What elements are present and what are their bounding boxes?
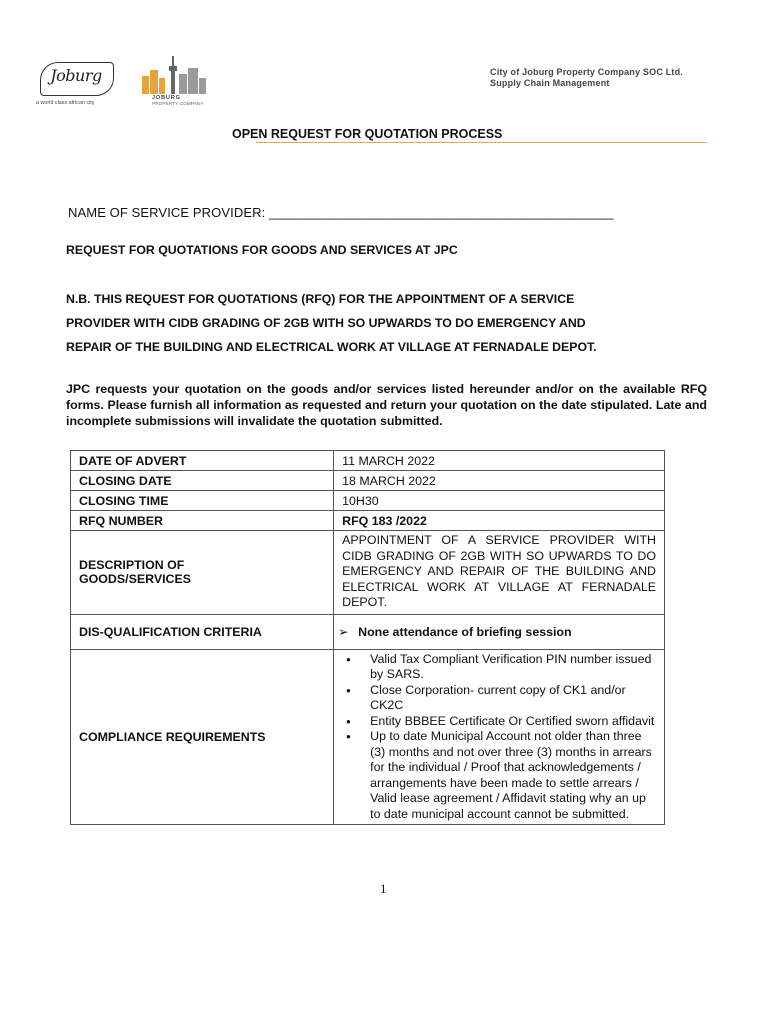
joburg-tagline: a world class african city: [36, 100, 95, 106]
closing-date-value: 18 MARCH 2022: [334, 471, 665, 491]
intro-paragraph: JPC requests your quotation on the goods and/or services listed hereunder and/or on the available RFQ forms. Please furnish all information as requested and return your quotation on the date stipulated. Late and incomplete submissions will invalidate the quotation submitted.: [66, 382, 707, 428]
closing-date-label: CLOSING DATE: [71, 471, 334, 491]
joburg-logo-word: Joburg: [50, 66, 102, 85]
list-item: • Up to date Municipal Account not older than three (3) months and not over three (3) months in arrears for the individual / Proof that acknowledgements / arrangements have been made to settle arrears / Valid lease agreement / Affidavit stating why an up to date municipal account cannot be submitted.: [334, 729, 656, 822]
nb-line-1: N.B. THIS REQUEST FOR QUOTATIONS (RFQ) FOR THE APPOINTMENT OF A SERVICE: [66, 292, 575, 306]
closing-time-value: 10H30: [334, 491, 665, 511]
rfq-number-value: RFQ 183 /2022: [334, 511, 665, 531]
nb-line-2: PROVIDER WITH CIDB GRADING OF 2GB WITH SO UPWARDS TO DO EMERGENCY AND: [66, 316, 586, 330]
disqualification-label: DIS-QUALIFICATION CRITERIA: [71, 614, 334, 649]
description-label: [71, 531, 334, 615]
closing-time-label: CLOSING TIME: [71, 491, 334, 511]
disqualification-value-cell: [334, 614, 665, 649]
compliance-label: COMPLIANCE REQUIREMENTS: [71, 649, 334, 825]
table-row: [71, 511, 665, 531]
nb-line-3: REPAIR OF THE BUILDING AND ELECTRICAL WORK AT VILLAGE AT FERNADALE DEPOT.: [66, 340, 597, 354]
company-name: City of Joburg Property Company SOC Ltd.: [490, 67, 684, 77]
service-provider-line: NAME OF SERVICE PROVIDER: _______________________________________________: [68, 205, 614, 220]
table-row: [71, 471, 665, 491]
page-number: 1: [380, 881, 387, 896]
jpc-logo: [140, 54, 214, 110]
jpc-skyline-icon: [140, 54, 214, 94]
rfq-number-label: RFQ NUMBER: [71, 511, 334, 531]
company-department: Supply Chain Management: [490, 78, 610, 88]
list-item: • Valid Tax Compliant Verification PIN number issued by SARS.: [334, 652, 656, 683]
date-of-advert-label: DATE OF ADVERT: [71, 451, 334, 471]
arrow-bullet-icon: ➢: [338, 625, 349, 639]
nb-notice: [66, 287, 706, 359]
jpc-logo-subtext: PROPERTY COMPANY: [152, 102, 204, 107]
table-row: [71, 614, 665, 649]
company-header: [490, 67, 683, 89]
description-value-cell: [334, 531, 665, 615]
disqualification-value: None attendance of briefing session: [358, 625, 572, 639]
table-row: [71, 491, 665, 511]
table-row: [71, 649, 665, 825]
description-label-line-2: GOODS/SERVICES: [79, 572, 192, 587]
compliance-value-cell: [334, 649, 665, 825]
description-value: APPOINTMENT OF A SERVICE PROVIDER WITH CIDB GRADING OF 2GB WITH SO UPWARDS TO DO EMERGENCY AND REPAIR OF THE BUILDING AND ELECTRICAL WORK AT VILLAGE AT FERNADALE DEPOT.: [342, 533, 656, 609]
compliance-list: [334, 650, 656, 825]
list-item: • Close Corporation- current copy of CK1 and/or CK2C: [334, 683, 656, 714]
list-item: • Entity BBBEE Certificate Or Certified sworn affidavit: [334, 714, 656, 730]
joburg-logo: [36, 52, 118, 112]
document-title: OPEN REQUEST FOR QUOTATION PROCESS: [232, 127, 503, 141]
jpc-logo-word: JOBURG: [152, 95, 181, 101]
rfq-heading: REQUEST FOR QUOTATIONS FOR GOODS AND SERVICES AT JPC: [66, 243, 458, 257]
description-label-line-1: DESCRIPTION OF: [79, 558, 185, 573]
date-of-advert-value: 11 MARCH 2022: [334, 451, 665, 471]
table-row: [71, 531, 665, 615]
table-row: [71, 451, 665, 471]
title-underline: [256, 142, 707, 143]
rfq-details-table: [70, 450, 665, 825]
